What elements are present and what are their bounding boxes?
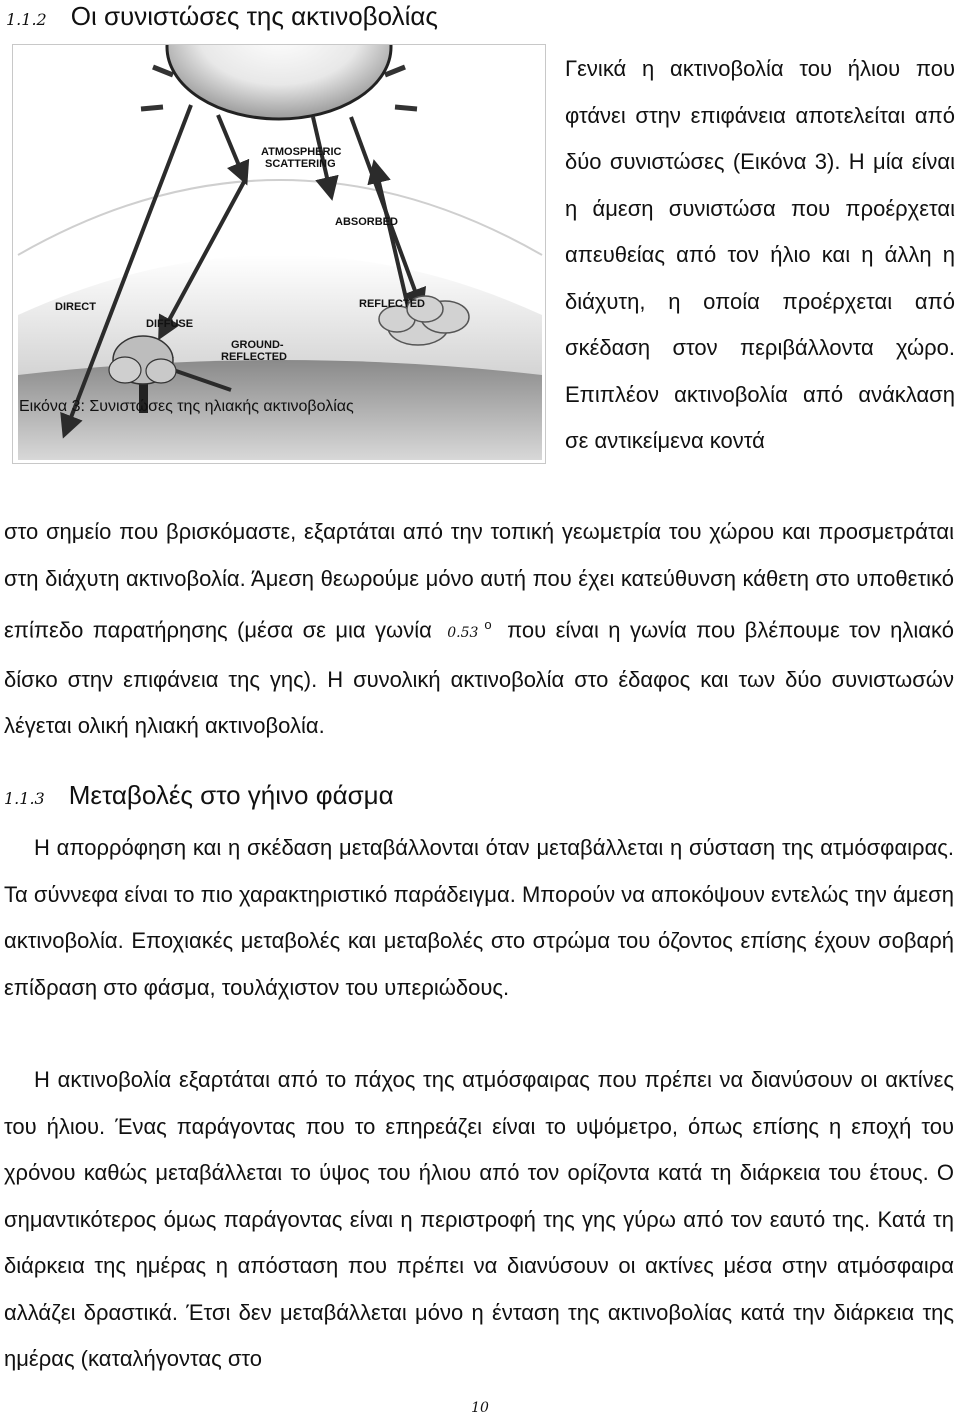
- label-reflected: REFLECTED: [359, 298, 425, 310]
- paragraph-intro: Γενικά η ακτινοβολία του ήλιου που φτάνει στην επιφάνεια αποτελείται από δύο συνιστώσες (Εικόνα 3). Η μία είναι η άμεση συνιστώσα που προέρχεται απευθείας από τον ήλιο και η άλλη η διάχυτη, η οποία προέρχεται από σκέδαση στον περιβάλλοντα χώρο. Επιπλέον ακτινοβολία από ανάκλαση σε αντικείμενα κοντά: [565, 56, 955, 453]
- section-title: Μεταβολές στο γήινο φάσμα: [68, 780, 394, 810]
- section-heading-1-1-3: [4, 780, 394, 811]
- sun-icon: [167, 45, 391, 119]
- atmosphere-edge: [18, 180, 542, 255]
- section-title: Οι συνιστώσες της ακτινοβολίας: [70, 1, 438, 31]
- section-number: 1.1.3: [4, 789, 45, 808]
- label-diffuse: DIFFUSE: [146, 318, 194, 330]
- paragraph-text-after-angle: που είναι η γωνία που βλέπουμε τον ηλιακό δίσκο στην επιφάνεια της γης). Η συνολική ακτινοβολία στο έδαφος και των δύο συνιστωσών λέγεται ολική ηλιακή ακτινοβολία.: [4, 617, 954, 739]
- figure-caption: Εικόνα 3: Συνιστώσες της ηλιακής ακτινοβολίας: [19, 398, 354, 415]
- section-number: 1.1.2: [6, 10, 47, 29]
- label-atmospheric: ATMOSPHERIC: [261, 146, 342, 158]
- paragraph-absorption: Η απορρόφηση και η σκέδαση μεταβάλλονται όταν μεταβάλλεται η σύσταση της ατμόσφαιρας. Τα σύννεφα είναι το πιο χαρακτηριστικό παράδειγμα. Μπορούν να αποκόψουν εντελώς την άμεση ακτινοβολία. Εποχιακές μεταβολές και μεταβολές στο στρώμα του όζοντος επίσης έχουν σοβαρή επίδραση στο φάσμα, τουλάχιστον του υπεριώδους.: [4, 835, 954, 1000]
- page-number: 10: [471, 1400, 489, 1416]
- label-scattering: SCATTERING: [265, 158, 336, 170]
- label-absorbed: ABSORBED: [335, 216, 398, 228]
- label-ground: GROUND-: [231, 339, 284, 351]
- atmospheric-scattering-arrow: [218, 115, 245, 180]
- paragraph-text-before-angle: στο σημείο που βρισκόμαστε, εξαρτάται από την τοπική γεωμετρία του χώρου και προσμετράται στη διάχυτη ακτινοβολία. Άμεση θεωρούμε μόνο αυτή που έχει κατεύθυνση κάθετη στο υποθετικό επίπεδο παρατήρησης (μέσα σε μια γωνία: [4, 519, 954, 643]
- label-direct: DIRECT: [55, 301, 96, 313]
- degree-symbol: o: [484, 617, 492, 632]
- figure-solar-radiation-components: [12, 44, 546, 464]
- label-ground-reflected: REFLECTED: [221, 351, 287, 363]
- section-heading-1-1-2: [6, 1, 438, 32]
- angle-value: 0.53: [447, 625, 479, 642]
- paragraph-direct-diffuse: [4, 509, 954, 750]
- paragraph-atmosphere-thickness: Η ακτινοβολία εξαρτάται από το πάχος της ατμόσφαιρας που πρέπει να διανύσουν οι ακτίνες του ήλιου. Ένας παράγοντας που το επηρεάζει είναι το υψόμετρο, όπως επίσης η εποχή του χρόνου καθώς μεταβάλλεται το ύψος του ήλιου από τον ορίζοντα κατά τη διάρκεια του έτους. Ο σημαντικότερος όμως παράγοντας είναι η περιστροφή της γης γύρω από τον εαυτό της. Κατά τη διάρκεια της ημέρας η απόσταση που πρέπει να διανύσουν οι ακτίνες μέσα στην ατμόσφαιρα αλλάζει δραστικά. Έτσι δεν μεταβάλλεται μόνο η ένταση της ακτινοβολίας κατά την διάρκεια της ημέρας (καταλήγοντας στο: [4, 1067, 954, 1371]
